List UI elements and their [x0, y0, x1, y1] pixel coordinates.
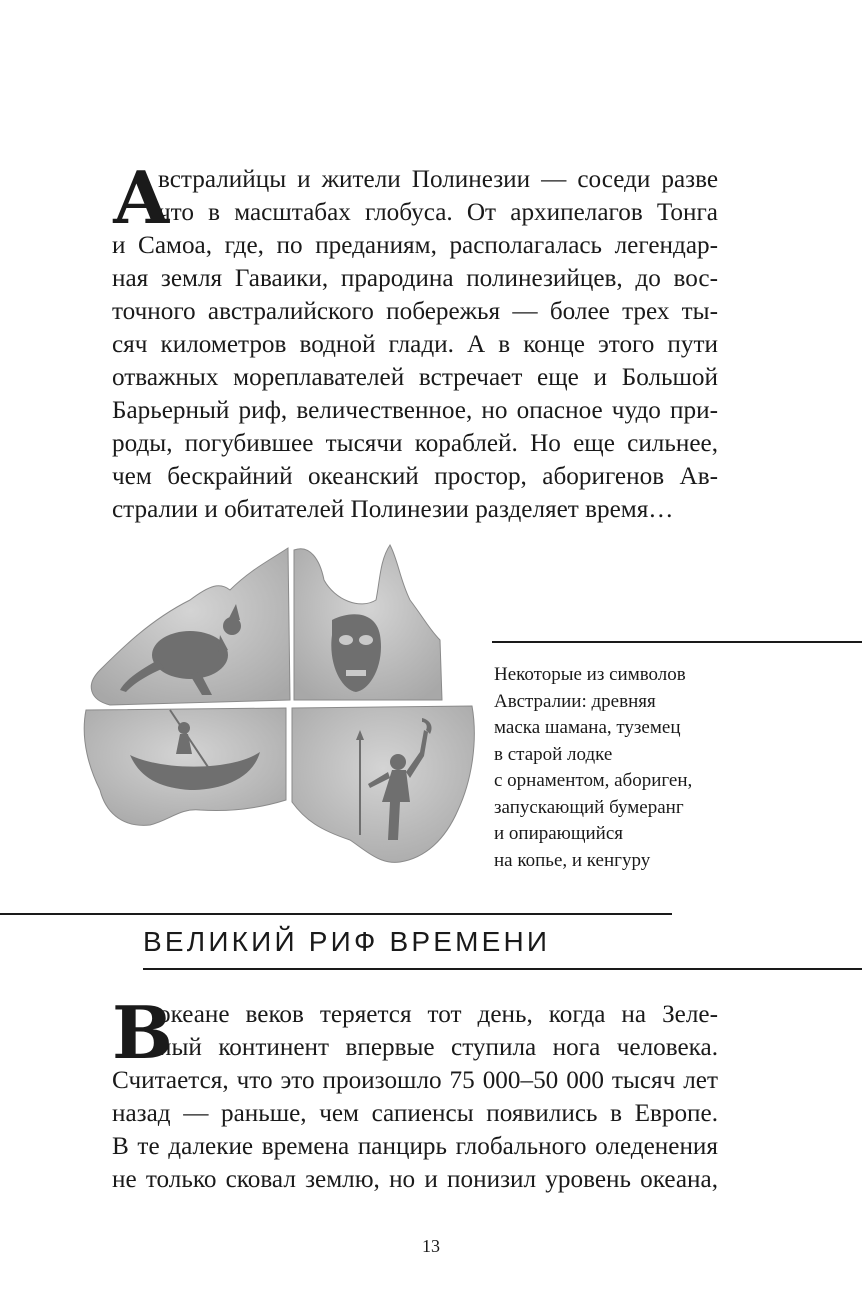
paragraph-line: что в масштабах глобуса. От архипелагов Тонга [158, 199, 718, 226]
paragraph-line: и Самоа, где, по преданиям, располагалась легендар- [112, 232, 718, 259]
paragraph-line: точного австралийского побережья — более трех ты- [112, 298, 718, 325]
dropcap-v: В [112, 990, 173, 1075]
paragraph-1 [112, 155, 718, 526]
heading-rule-top [0, 913, 672, 915]
paragraph-line: океане веков теряется тот день, когда на Зеле- [158, 1001, 718, 1028]
caption-line: Некоторые из символов [494, 664, 686, 685]
caption-line: в старой лодке [494, 743, 613, 765]
heading-rule-bottom [143, 968, 862, 970]
paragraph-2 [112, 990, 718, 1196]
paragraph-line: отважных мореплавателей встречает еще и Большой [112, 364, 718, 391]
paragraph-line: Считается, что это произошло 75 000–50 000 тысяч лет [112, 1067, 718, 1094]
caption-line: запускающий бумеранг [494, 796, 684, 818]
caption-line: с орнаментом, абориген, [494, 770, 693, 791]
paragraph-line: В те далекие времена панцирь глобального оледенения [112, 1133, 718, 1160]
section-heading: ВЕЛИКИЙ РИФ ВРЕМЕНИ [143, 926, 551, 957]
paragraph-line: не только сковал землю, но и понизил уровень океана, [112, 1166, 718, 1193]
caption-line: Австралии: древняя [494, 690, 656, 712]
caption-divider [492, 641, 862, 643]
map-piece-south-east [292, 706, 474, 862]
image-caption [494, 662, 784, 874]
paragraph-line: чем бескрайний океанский простор, аборигенов Ав- [112, 463, 718, 490]
paragraph-line: ная земля Гаваики, прародина полинезийцев, до вос- [112, 265, 718, 292]
paragraph-line: Барьерный риф, величественное, но опасное чудо при- [112, 397, 718, 424]
map-piece-west [91, 548, 290, 705]
caption-line: маска шамана, туземец [494, 717, 681, 738]
caption-line: на копье, и кенгуру [494, 849, 651, 871]
page-number: 13 [422, 1236, 440, 1256]
paragraph-line: стралии и обитателей Полинезии разделяет время… [112, 496, 674, 523]
paragraph-line: встралийцы и жители Полинезии — соседи разве [158, 166, 718, 193]
australia-map-illustration [80, 540, 480, 870]
caption-line: и опирающийся [494, 823, 624, 844]
paragraph-line: сяч километров водной глади. А в конце этого пути [112, 331, 718, 358]
dropcap-a: А [112, 155, 171, 240]
paragraph-line: ный континент впервые ступила нога человека. [158, 1034, 718, 1061]
paragraph-line: роды, погубившее тысячи кораблей. Но еще сильнее, [112, 430, 718, 457]
paragraph-line: назад — раньше, чем сапиенсы появились в Европе. [112, 1100, 718, 1127]
